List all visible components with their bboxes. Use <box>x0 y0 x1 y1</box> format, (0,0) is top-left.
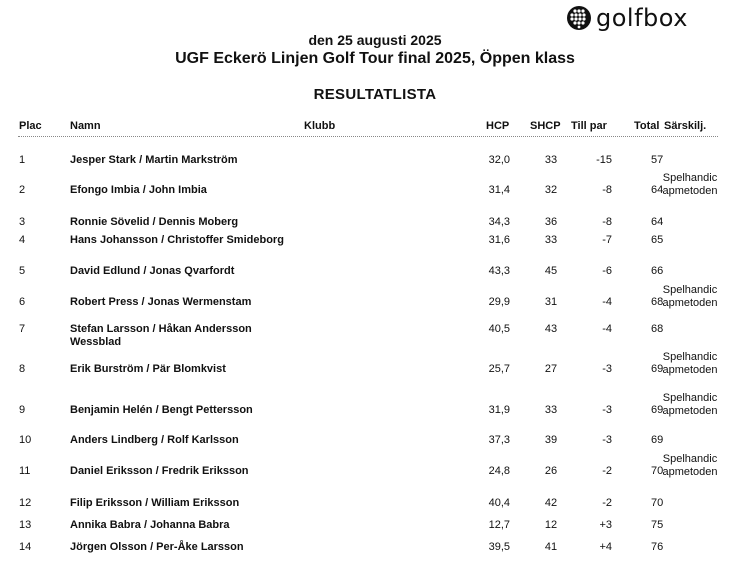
row-hcp: 31,6 <box>488 234 510 246</box>
row-hcp: 29,9 <box>488 296 510 308</box>
row-tillpar: -3 <box>602 363 612 375</box>
row-shcp: 42 <box>544 497 558 509</box>
col-header-klubb: Klubb <box>304 120 336 132</box>
row-sarskilj: Spelhandicapmetoden <box>662 453 718 478</box>
row-name: Efongo Imbia / John Imbia <box>70 184 207 196</box>
row-shcp: 43 <box>544 323 558 335</box>
event-title: UGF Eckerö Linjen Golf Tour final 2025, Öppen klass <box>175 50 575 67</box>
row-plac: 13 <box>19 519 32 531</box>
row-total: 64 <box>651 216 664 228</box>
row-shcp: 39 <box>544 434 558 446</box>
row-hcp: 39,5 <box>488 541 510 553</box>
row-tillpar: -3 <box>602 404 612 416</box>
row-total: 65 <box>651 234 664 246</box>
row-hcp: 24,8 <box>488 465 510 477</box>
row-total: 57 <box>651 154 664 166</box>
row-plac: 2 <box>19 184 26 196</box>
row-tillpar: -8 <box>602 216 612 228</box>
row-tillpar: -15 <box>596 154 612 166</box>
col-header-hcp: HCP <box>486 120 510 132</box>
row-hcp: 31,4 <box>488 184 510 196</box>
header-divider <box>18 136 718 137</box>
page-title: RESULTATLISTA <box>313 86 437 103</box>
row-hcp: 37,3 <box>488 434 510 446</box>
row-plac: 14 <box>19 541 32 553</box>
row-tillpar: +4 <box>599 541 612 553</box>
row-total: 69 <box>651 434 664 446</box>
event-date: den 25 augusti 2025 <box>308 32 442 48</box>
row-total: 69 <box>651 404 664 416</box>
row-hcp: 32,0 <box>488 154 510 166</box>
row-name: Filip Eriksson / William Eriksson <box>70 497 240 509</box>
row-shcp: 31 <box>544 296 558 308</box>
row-total: 64 <box>651 184 664 196</box>
row-name: Benjamin Helén / Bengt Pettersson <box>70 404 253 416</box>
row-total: 75 <box>651 519 664 531</box>
row-sarskilj: Spelhandicapmetoden <box>662 351 718 376</box>
row-shcp: 33 <box>544 404 558 416</box>
row-tillpar: -4 <box>602 323 612 335</box>
row-sarskilj: Spelhandicapmetoden <box>662 392 718 417</box>
row-hcp: 31,9 <box>488 404 510 416</box>
row-name: Ronnie Sövelid / Dennis Moberg <box>70 216 239 228</box>
col-header-namn: Namn <box>70 120 101 132</box>
row-name: Robert Press / Jonas Wermenstam <box>70 296 252 308</box>
row-total: 68 <box>651 323 664 335</box>
row-shcp: 27 <box>544 363 558 375</box>
row-name: Annika Babra / Johanna Babra <box>70 519 230 531</box>
row-shcp: 33 <box>544 234 558 246</box>
col-header-sarskilj: Särskilj. <box>664 120 707 132</box>
row-plac: 12 <box>19 497 32 509</box>
row-total: 70 <box>651 465 664 477</box>
row-sarskilj: Spelhandicapmetoden <box>662 284 718 309</box>
col-header-plac: Plac <box>19 120 42 132</box>
row-hcp: 25,7 <box>488 363 510 375</box>
row-shcp: 26 <box>544 465 558 477</box>
row-name: Hans Johansson / Christoffer Smideborg <box>70 234 284 246</box>
row-plac: 9 <box>19 404 26 416</box>
row-tillpar: -2 <box>602 465 612 477</box>
row-plac: 3 <box>19 216 26 228</box>
row-tillpar: -4 <box>602 296 612 308</box>
row-hcp: 40,4 <box>488 497 510 509</box>
row-plac: 7 <box>19 323 26 335</box>
row-shcp: 32 <box>544 184 558 196</box>
row-name: Stefan Larsson / Håkan Andersson Wessblad <box>70 323 252 348</box>
row-sarskilj: Spelhandicapmetoden <box>662 172 718 197</box>
row-tillpar: -7 <box>602 234 612 246</box>
row-hcp: 43,3 <box>488 265 510 277</box>
row-total: 68 <box>651 296 664 308</box>
row-plac: 6 <box>19 296 26 308</box>
row-name: Jesper Stark / Martin Markström <box>70 154 238 166</box>
row-tillpar: -2 <box>602 497 612 509</box>
row-tillpar: -6 <box>602 265 612 277</box>
row-shcp: 33 <box>544 154 558 166</box>
row-hcp: 40,5 <box>488 323 510 335</box>
golfbox-logo <box>566 4 688 32</box>
row-hcp: 34,3 <box>488 216 510 228</box>
row-tillpar: +3 <box>599 519 612 531</box>
row-plac: 5 <box>19 265 26 277</box>
row-plac: 8 <box>19 363 26 375</box>
row-shcp: 12 <box>544 519 558 531</box>
col-header-shcp: SHCP <box>530 120 561 132</box>
row-plac: 4 <box>19 234 26 246</box>
row-total: 66 <box>651 265 664 277</box>
row-tillpar: -3 <box>602 434 612 446</box>
row-name: Anders Lindberg / Rolf Karlsson <box>70 434 239 446</box>
row-name: David Edlund / Jonas Qvarfordt <box>70 265 235 277</box>
row-total: 69 <box>651 363 664 375</box>
row-plac: 11 <box>19 465 31 477</box>
col-header-total: Total <box>634 120 660 132</box>
row-total: 76 <box>651 541 664 553</box>
golfball-icon <box>566 5 592 31</box>
row-plac: 10 <box>19 434 32 446</box>
row-name: Jörgen Olsson / Per-Åke Larsson <box>70 541 244 553</box>
row-plac: 1 <box>19 154 26 166</box>
row-hcp: 12,7 <box>488 519 510 531</box>
row-name: Daniel Eriksson / Fredrik Eriksson <box>70 465 249 477</box>
row-total: 70 <box>651 497 664 509</box>
row-tillpar: -8 <box>602 184 612 196</box>
logo-text: golfbox <box>596 4 688 32</box>
col-header-tillpar: Till par <box>571 120 607 132</box>
row-shcp: 45 <box>544 265 558 277</box>
row-name: Erik Burström / Pär Blomkvist <box>70 363 226 375</box>
row-shcp: 36 <box>544 216 558 228</box>
row-shcp: 41 <box>544 541 558 553</box>
